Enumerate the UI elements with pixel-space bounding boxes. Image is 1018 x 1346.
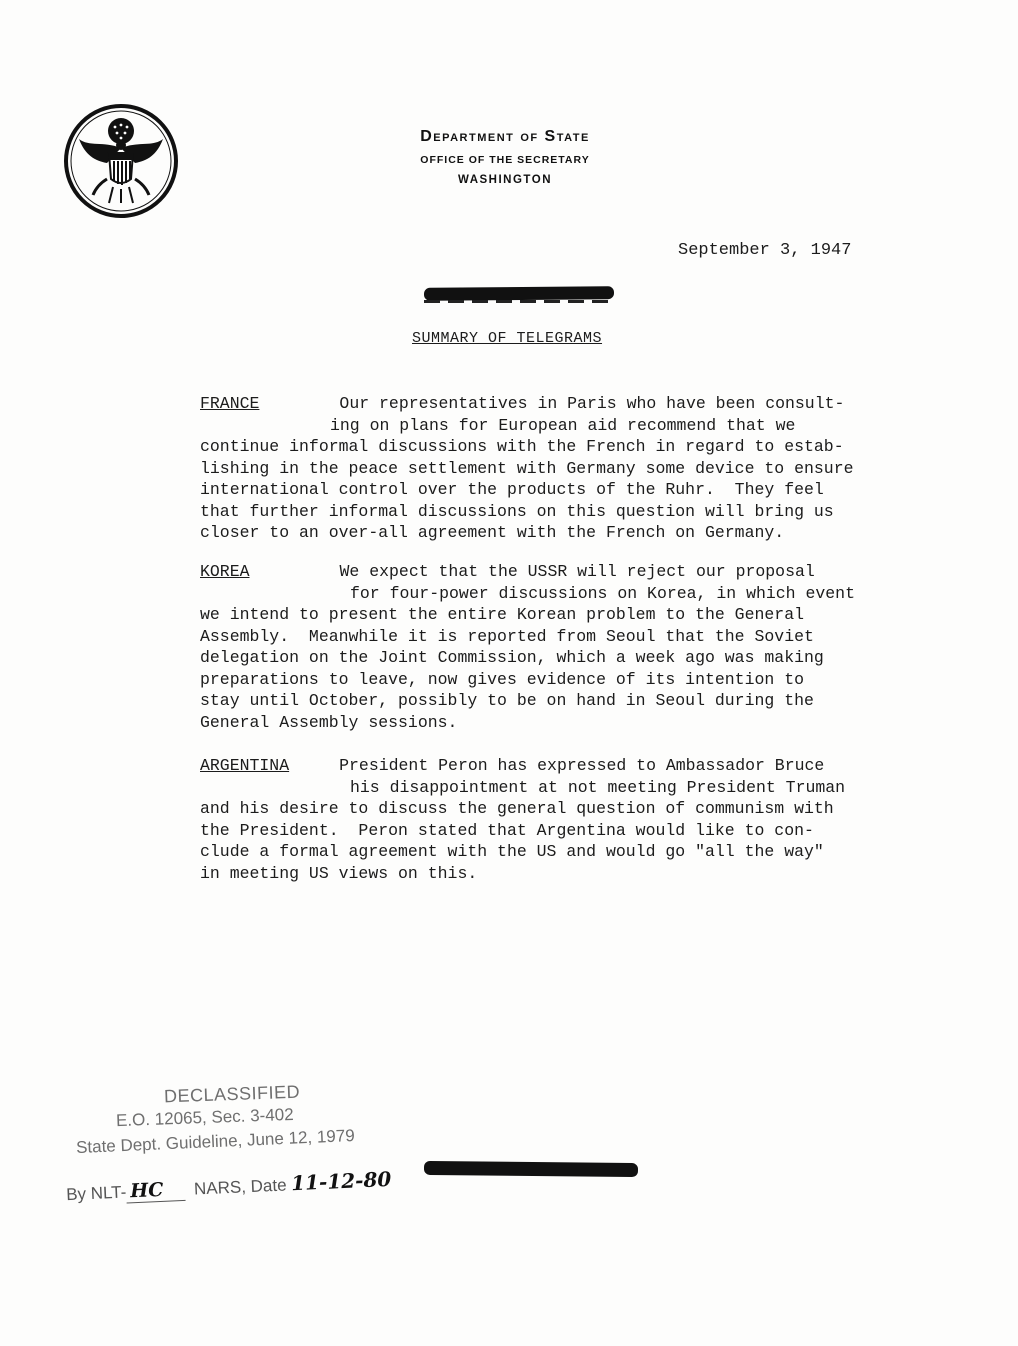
section-line: lishing in the peace settlement with Germany some device to ensure xyxy=(200,458,854,478)
section-line: international control over the products of the Ruhr. They feel xyxy=(200,480,824,499)
section-line: that further informal discussions on this question will bring us xyxy=(200,501,834,521)
stamp-title: DECLASSIFIED xyxy=(163,1081,301,1107)
section-line: and his desire to discuss the general question of communism with xyxy=(200,799,834,818)
document-date: September 3, 1947 xyxy=(678,241,852,260)
section-heading: FRANCE xyxy=(200,394,260,413)
section-line: continue informal discussions with the French in regard to estab- xyxy=(200,437,844,456)
section-line: preparations to leave, now gives evidence of its intention to xyxy=(200,669,804,689)
stamp-executive-order: E.O. 12065, Sec. 3-402 xyxy=(115,1104,294,1131)
stamp-initials: HC xyxy=(126,1178,186,1204)
section-argentina xyxy=(200,755,920,884)
redaction-mark-top xyxy=(424,286,614,301)
redaction-mark-bottom xyxy=(424,1161,638,1177)
section-line: stay until October, possibly to be on hand in Seoul during the xyxy=(200,691,814,710)
letterhead xyxy=(330,128,680,186)
section-line: the President. Peron stated that Argentina would like to con- xyxy=(200,820,814,840)
office-name: OFFICE OF THE SECRETARY xyxy=(420,154,590,166)
section-line: for four-power discussions on Korea, in which event xyxy=(350,583,855,603)
declassification-stamp xyxy=(60,1080,420,1210)
stamp-date: 11-12-80 xyxy=(290,1166,392,1196)
department-name: Department of State xyxy=(420,128,590,145)
section-line: in meeting US views on this. xyxy=(200,863,478,883)
redaction-underline xyxy=(424,300,614,303)
section-line: delegation on the Joint Commission, which a week ago was making xyxy=(200,648,824,667)
section-heading: ARGENTINA xyxy=(200,756,290,775)
city-name: WASHINGTON xyxy=(457,174,552,186)
section-line: clude a formal agreement with the US and would go "all the way" xyxy=(200,842,824,861)
section-line: KOREA We expect that the USSR will reject our proposal xyxy=(200,562,815,581)
section-line: Assembly. Meanwhile it is reported from Seoul that the Soviet xyxy=(200,626,814,646)
section-line: his disappointment at not meeting President Truman xyxy=(350,777,846,797)
section-line: ing on plans for European aid recommend that we xyxy=(330,415,796,435)
stamp-guideline: State Dept. Guideline, June 12, 1979 xyxy=(75,1125,356,1158)
section-line: General Assembly sessions. xyxy=(200,712,458,732)
section-line: FRANCE Our representatives in Paris who have been consult- xyxy=(200,394,845,413)
section-korea xyxy=(200,561,920,733)
department-seal-icon xyxy=(63,103,179,219)
section-france xyxy=(200,393,920,544)
section-line: we intend to present the entire Korean problem to the General xyxy=(200,605,804,624)
section-heading: KOREA xyxy=(200,562,250,581)
section-line: ARGENTINA President Peron has expressed to Ambassador Bruce xyxy=(200,756,825,775)
stamp-authorization: By NLT- HC NARS, Date 11-12-80 xyxy=(65,1166,392,1205)
section-line: closer to an over-all agreement with the French on Germany. xyxy=(200,523,785,542)
document-title: SUMMARY OF TELEGRAMS xyxy=(412,330,603,347)
